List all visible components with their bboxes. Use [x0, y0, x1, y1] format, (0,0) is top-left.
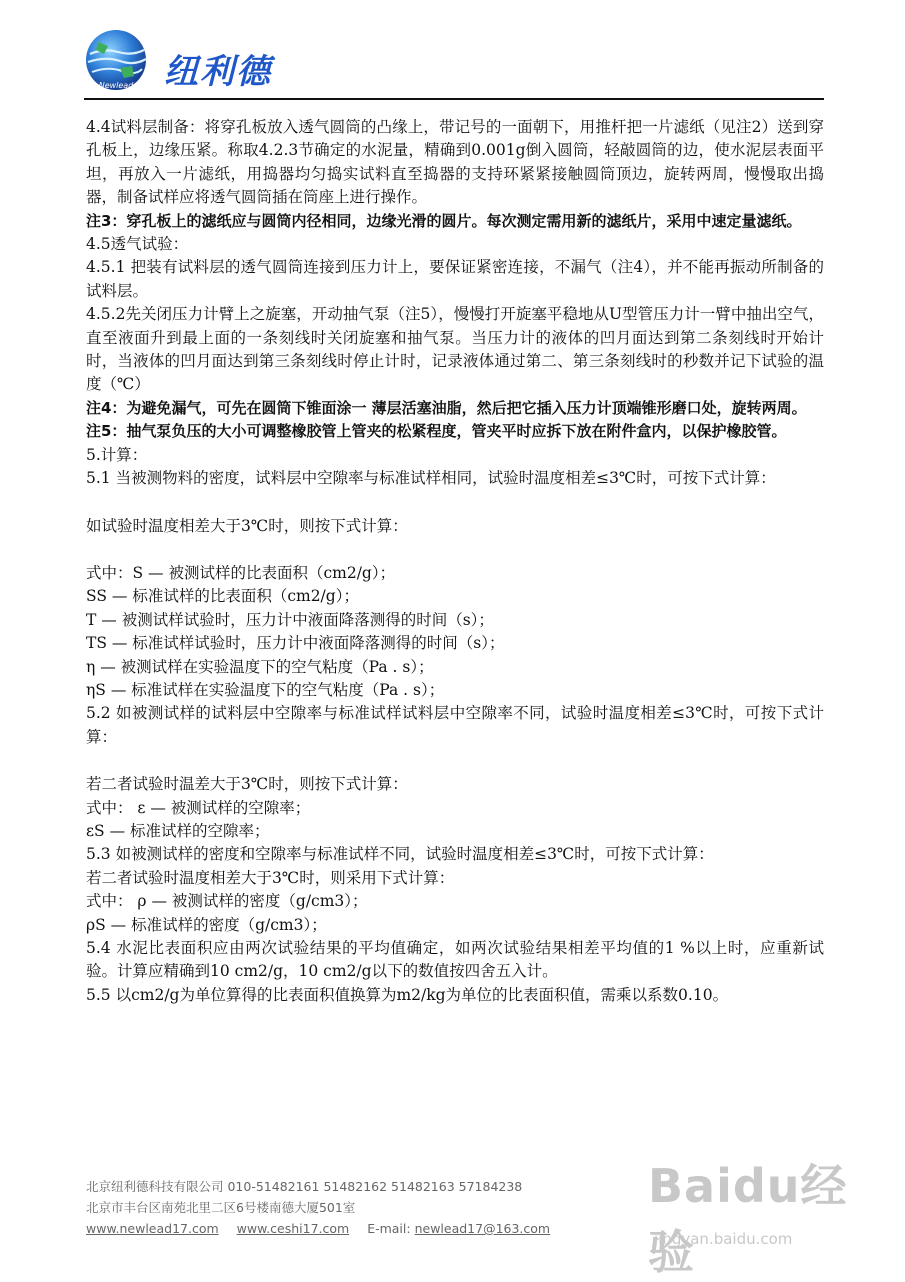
formula-gap — [86, 491, 824, 515]
page-footer — [86, 1176, 564, 1239]
body-paragraph: 式中：S — 被测试样的比表面积（cm2/g）； — [86, 563, 396, 582]
header-rule — [84, 98, 824, 100]
body-paragraph: 4.4试料层制备：将穿孔板放入透气圆筒的凸缘上，带记号的一面朝下，用推杆把一片滤纸（见注2）送到穿孔板上，边缘压紧。称取4.2.3节确定的水泥量，精确到0.001g倒入圆筒，轻敲圆筒的边，使水泥层表面平坦，再放入一片滤纸，用捣器均匀捣实试料直至捣器的支持环紧紧接触圆筒顶边，旋转两周，慢慢取出捣器，制备试样应将透气圆筒插在筒座上进行操作。 — [86, 118, 824, 207]
body-paragraph: 5.3 如被测试样的密度和空隙率与标准试样不同，试验时温度相差≤3℃时，可按下式计算： — [86, 845, 714, 864]
body-paragraph: 5.4 水泥比表面积应由两次试验结果的平均值确定，如两次试验结果相差平均值的1 %以上时，应重新试验。计算应精确到10 cm2/g，10 cm2/g以下的数值按四舍五入计。 — [86, 939, 824, 981]
baidu-watermark — [648, 1150, 858, 1279]
brand-name: 纽利德 — [164, 52, 272, 92]
formula-gap — [86, 749, 824, 773]
watermark-url: jingyan.baidu.com — [654, 1230, 793, 1248]
body-paragraph: 如试验时温度相差大于3℃时，则按下式计算： — [86, 516, 408, 535]
body-paragraph: ηS — 标准试样在实验温度下的空气粘度（Pa . s）； — [86, 680, 445, 699]
body-paragraph: SS — 标准试样的比表面积（cm2/g）； — [86, 587, 359, 606]
footer-email[interactable]: newlead17@163.com — [414, 1221, 551, 1236]
body-paragraph: η — 被测试样在实验温度下的空气粘度（Pa . s）； — [86, 657, 434, 676]
body-paragraph: 4.5.2先关闭压力计臂上之旋塞，开动抽气泵（注5），慢慢打开旋塞平稳地从U型管压力计一臂中抽出空气，直至液面升到最上面的一条刻线时关闭旋塞和抽气泵。当压力计的液体的凹月面达到第二条刻线时开始计时，当液体的凹月面达到第三条刻线时停止计时，记录液体通过第二、第三条刻线时的秒数并记下试验的温度（℃） — [86, 305, 824, 394]
page-header — [84, 22, 824, 98]
footer-address: 北京市丰台区南苑北里二区6号楼南德大厦501室 — [86, 1200, 356, 1215]
body-paragraph: TS — 标准试样试验时，压力计中液面降落测得的时间（s）； — [86, 634, 505, 653]
footer-email-label: E-mail: — [367, 1221, 411, 1236]
watermark-brand: Baidu经验 — [648, 1159, 848, 1279]
body-paragraph: 4.5.1 把装有试料层的透气圆筒连接到压力计上，要保证紧密连接，不漏气（注4），并不能再振动所制备的试料层。 — [86, 258, 824, 300]
note-paragraph: 注4：为避免漏气，可先在圆筒下锥面涂一 薄层活塞油脂，然后把它插入压力计顶端锥形磨口处，旋转两周。 — [86, 398, 807, 417]
footer-link-ceshi[interactable]: www.ceshi17.com — [236, 1221, 350, 1236]
footer-link-newlead[interactable]: www.newlead17.com — [86, 1221, 219, 1236]
logo-text: Newlead — [98, 81, 134, 90]
note-paragraph: 注5：抽气泵负压的大小可调整橡胶管上管夹的松紧程度，管夹平时应拆下放在附件盒内，以保护橡胶管。 — [86, 422, 787, 441]
body-paragraph: 5.计算： — [86, 445, 148, 464]
body-paragraph: 5.2 如被测试样的试料层中空隙率与标准试样试料层中空隙率不同，试验时温度相差≤3℃时，可按下式计算： — [86, 704, 824, 746]
footer-links — [86, 1218, 564, 1239]
body-paragraph: 若二者试验时温差大于3℃时，则按下式计算： — [86, 775, 408, 794]
newlead-globe-logo — [84, 28, 148, 92]
footer-company-phones: 北京纽利德科技有限公司 010-51482161 51482162 51482163 57184238 — [86, 1179, 523, 1194]
body-paragraph: 5.1 当被测物料的密度，试料层中空隙率与标准试样相同，试验时温度相差≤3℃时，可按下式计算： — [86, 469, 776, 488]
body-paragraph: 5.5 以cm2/g为单位算得的比表面积值换算为m2/kg为单位的比表面积值，需乘以系数0.10。 — [86, 985, 729, 1004]
note-paragraph: 注3：穿孔板上的滤纸应与圆筒内径相同，边缘光滑的圆片。每次测定需用新的滤纸片，采用中速定量滤纸。 — [86, 211, 802, 230]
body-paragraph: 式中： ε — 被测试样的空隙率； — [86, 798, 311, 817]
body-paragraph: 式中： ρ — 被测试样的密度（g/cm3）； — [86, 892, 368, 911]
document-body — [86, 116, 824, 1007]
body-paragraph: εS — 标准试样的空隙率； — [86, 821, 270, 840]
body-paragraph: 4.5透气试验： — [86, 235, 189, 254]
body-paragraph: T — 被测试样试验时，压力计中液面降落测得的时间（s）； — [86, 610, 494, 629]
formula-gap — [86, 538, 824, 562]
body-paragraph: ρS — 标准试样的密度（g/cm3）； — [86, 915, 327, 934]
body-paragraph: 若二者试验时温度相差大于3℃时，则采用下式计算： — [86, 868, 455, 887]
